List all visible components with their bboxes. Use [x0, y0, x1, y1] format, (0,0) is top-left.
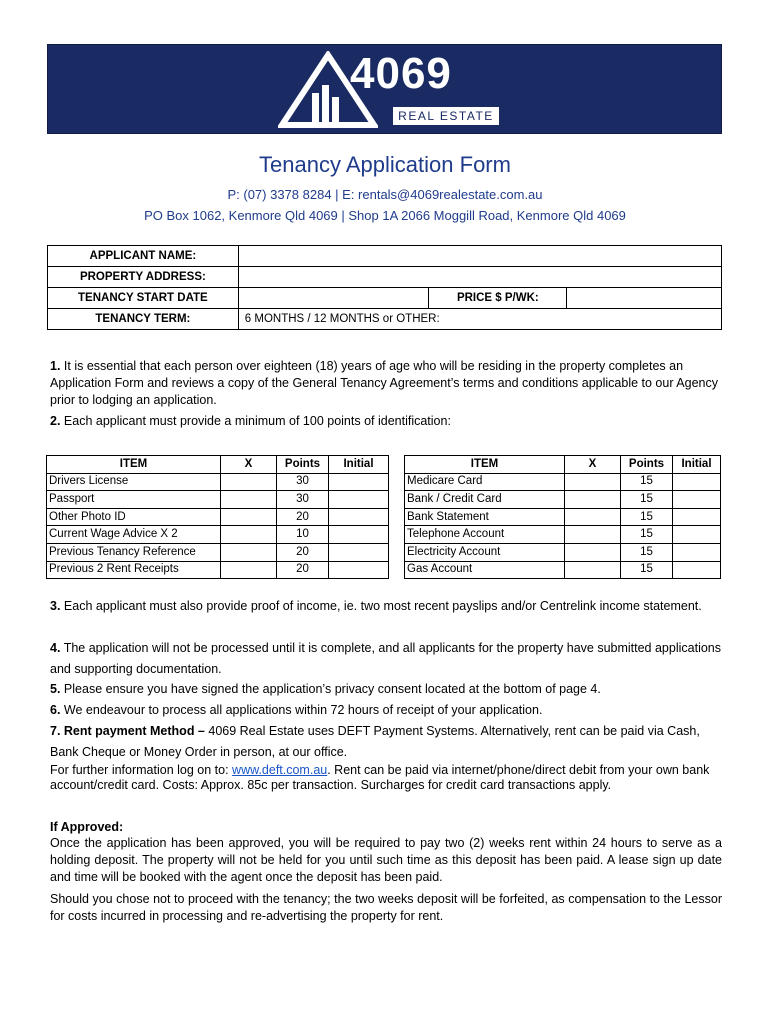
initial-cell[interactable] [329, 491, 389, 509]
x-cell[interactable] [565, 561, 621, 579]
initial-cell[interactable] [673, 508, 721, 526]
price-field[interactable] [567, 288, 722, 309]
table-row [47, 526, 389, 544]
x-cell[interactable] [221, 508, 277, 526]
points-cell: 20 [277, 508, 329, 526]
deft-link[interactable]: www.deft.com.au [232, 763, 328, 777]
approved-text-2: Should you chose not to proceed with the tenancy; the two weeks deposit will be forfeited, as compensation to the Lessor for costs incurred in processing and re-advertising the property for rent. [50, 892, 722, 923]
table-row [47, 508, 389, 526]
initial-header: Initial [329, 456, 389, 474]
initial-cell[interactable] [329, 543, 389, 561]
item-cell: Electricity Account [405, 543, 565, 561]
table-row [405, 473, 721, 491]
item-cell: Telephone Account [405, 526, 565, 544]
points-cell: 15 [621, 543, 673, 561]
paragraph-heading: 7. Rent payment Method – [50, 724, 205, 738]
points-cell: 15 [621, 491, 673, 509]
x-cell[interactable] [565, 508, 621, 526]
paragraph-number: 3. [50, 599, 61, 613]
points-header: Points [277, 456, 329, 474]
id-points-table-left [46, 455, 389, 579]
item-cell: Bank Statement [405, 508, 565, 526]
logo-banner [47, 44, 722, 134]
points-cell: 10 [277, 526, 329, 544]
property-address-field[interactable] [238, 267, 721, 288]
item-cell: Drivers License [47, 473, 221, 491]
applicant-name-field[interactable] [238, 246, 721, 267]
table-row [405, 508, 721, 526]
item-header: ITEM [47, 456, 221, 474]
initial-cell[interactable] [329, 561, 389, 579]
item-cell: Passport [47, 491, 221, 509]
table-row [405, 561, 721, 579]
table-row [405, 543, 721, 561]
page-title: Tenancy Application Form [259, 152, 511, 177]
table-row [48, 288, 722, 309]
table-row [47, 473, 389, 491]
x-cell[interactable] [565, 526, 621, 544]
table-row [405, 526, 721, 544]
table-row [48, 246, 722, 267]
item-cell: Previous Tenancy Reference [47, 543, 221, 561]
points-cell: 30 [277, 491, 329, 509]
table-row [47, 491, 389, 509]
logo-subtitle: REAL ESTATE [393, 107, 499, 125]
approved-heading: If Approved: [50, 820, 124, 834]
paragraph-text: Each applicant must provide a minimum of 100 points of identification: [63, 414, 451, 428]
table-header-row [405, 456, 721, 474]
x-cell[interactable] [221, 561, 277, 579]
start-date-label: TENANCY START DATE [48, 288, 239, 309]
points-cell: 15 [621, 473, 673, 491]
x-cell[interactable] [221, 473, 277, 491]
x-header: X [565, 456, 621, 474]
table-row [47, 561, 389, 579]
paragraph-text: It is essential that each person over eighteen (18) years of age who will be residing in the property completes an Application Form and reviews a copy of the General Tenancy Agreement’s terms and conditions applicable to our Agency prior to lodging an application. [50, 359, 718, 407]
property-address-label: PROPERTY ADDRESS: [48, 267, 239, 288]
initial-cell[interactable] [329, 508, 389, 526]
deft-info [50, 763, 722, 793]
paragraph-text: 4069 Real Estate uses DEFT Payment Systems. Alternatively, rent can be paid via Cash, Bank Cheque or Money Order in person, at our office. [50, 724, 700, 759]
tenancy-term-field[interactable]: 6 MONTHS / 12 MONTHS or OTHER: [238, 309, 721, 330]
points-cell: 15 [621, 561, 673, 579]
applicant-name-label: APPLICANT NAME: [48, 246, 239, 267]
initial-cell[interactable] [329, 526, 389, 544]
table-row [48, 267, 722, 288]
paragraph-number: 2. [50, 414, 61, 428]
start-date-field[interactable] [238, 288, 429, 309]
paragraph-6 [50, 700, 722, 721]
x-cell[interactable] [221, 491, 277, 509]
x-header: X [221, 456, 277, 474]
x-cell[interactable] [221, 543, 277, 561]
points-cell: 15 [621, 526, 673, 544]
x-cell[interactable] [565, 473, 621, 491]
item-cell: Gas Account [405, 561, 565, 579]
item-cell: Bank / Credit Card [405, 491, 565, 509]
tenancy-term-label: TENANCY TERM: [48, 309, 239, 330]
paragraph-number: 5. [50, 682, 61, 696]
applicant-details-table [47, 245, 722, 330]
paragraph-number: 6. [50, 703, 61, 717]
points-cell: 20 [277, 561, 329, 579]
paragraph-2 [50, 413, 722, 430]
initial-cell[interactable] [673, 543, 721, 561]
table-row [48, 309, 722, 330]
paragraph-1 [50, 358, 722, 409]
info-text: . Rent can be paid via internet/phone/direct debit from your own bank account/credit card. Costs: Approx. 85c per transaction. Surcharges for credit card transactions apply. [50, 763, 710, 792]
paragraph-text: Each applicant must also provide proof of income, ie. two most recent payslips and/or Centrelink income statement. [63, 599, 702, 613]
paragraph-number: 4. [50, 641, 61, 655]
initial-cell[interactable] [673, 473, 721, 491]
item-cell: Current Wage Advice X 2 [47, 526, 221, 544]
initial-cell[interactable] [329, 473, 389, 491]
item-cell: Previous 2 Rent Receipts [47, 561, 221, 579]
initial-cell[interactable] [673, 561, 721, 579]
initial-cell[interactable] [673, 526, 721, 544]
points-cell: 30 [277, 473, 329, 491]
item-header: ITEM [405, 456, 565, 474]
contact-line-2: PO Box 1062, Kenmore Qld 4069 | Shop 1A 2066 Moggill Road, Kenmore Qld 4069 [144, 208, 626, 223]
points-header: Points [621, 456, 673, 474]
initial-cell[interactable] [673, 491, 721, 509]
paragraph-3 [50, 596, 722, 617]
paragraph-text: We endeavour to process all applications within 72 hours of receipt of your application. [63, 703, 543, 717]
contact-line-1: P: (07) 3378 8284 | E: rentals@4069realestate.com.au [227, 187, 543, 202]
logo-number: 4069 [350, 49, 452, 98]
id-points-table-right [404, 455, 721, 579]
item-cell: Other Photo ID [47, 508, 221, 526]
paragraph-number: 1. [50, 359, 61, 373]
paragraph-7 [50, 721, 722, 763]
info-text: For further information log on to: [50, 763, 229, 777]
paragraph-text: Please ensure you have signed the application’s privacy consent located at the bottom of page 4. [63, 682, 601, 696]
x-cell[interactable] [565, 543, 621, 561]
paragraph-4 [50, 638, 722, 680]
paragraph-text: The application will not be processed until it is complete, and all applicants for the property have submitted applications and supporting documentation. [50, 641, 721, 676]
points-cell: 20 [277, 543, 329, 561]
table-header-row [47, 456, 389, 474]
price-label: PRICE $ P/WK: [429, 288, 567, 309]
item-cell: Medicare Card [405, 473, 565, 491]
table-row [405, 491, 721, 509]
points-cell: 15 [621, 508, 673, 526]
paragraph-5 [50, 679, 722, 700]
approved-text-1: Once the application has been approved, you will be required to pay two (2) weeks rent within 24 hours to serve as a holding deposit. The property will not be held for you until such time as this deposit has been paid. A lease sign up date and time will be booked with the agent once the deposit has been paid. [50, 836, 722, 884]
initial-header: Initial [673, 456, 721, 474]
x-cell[interactable] [221, 526, 277, 544]
x-cell[interactable] [565, 491, 621, 509]
table-row [47, 543, 389, 561]
